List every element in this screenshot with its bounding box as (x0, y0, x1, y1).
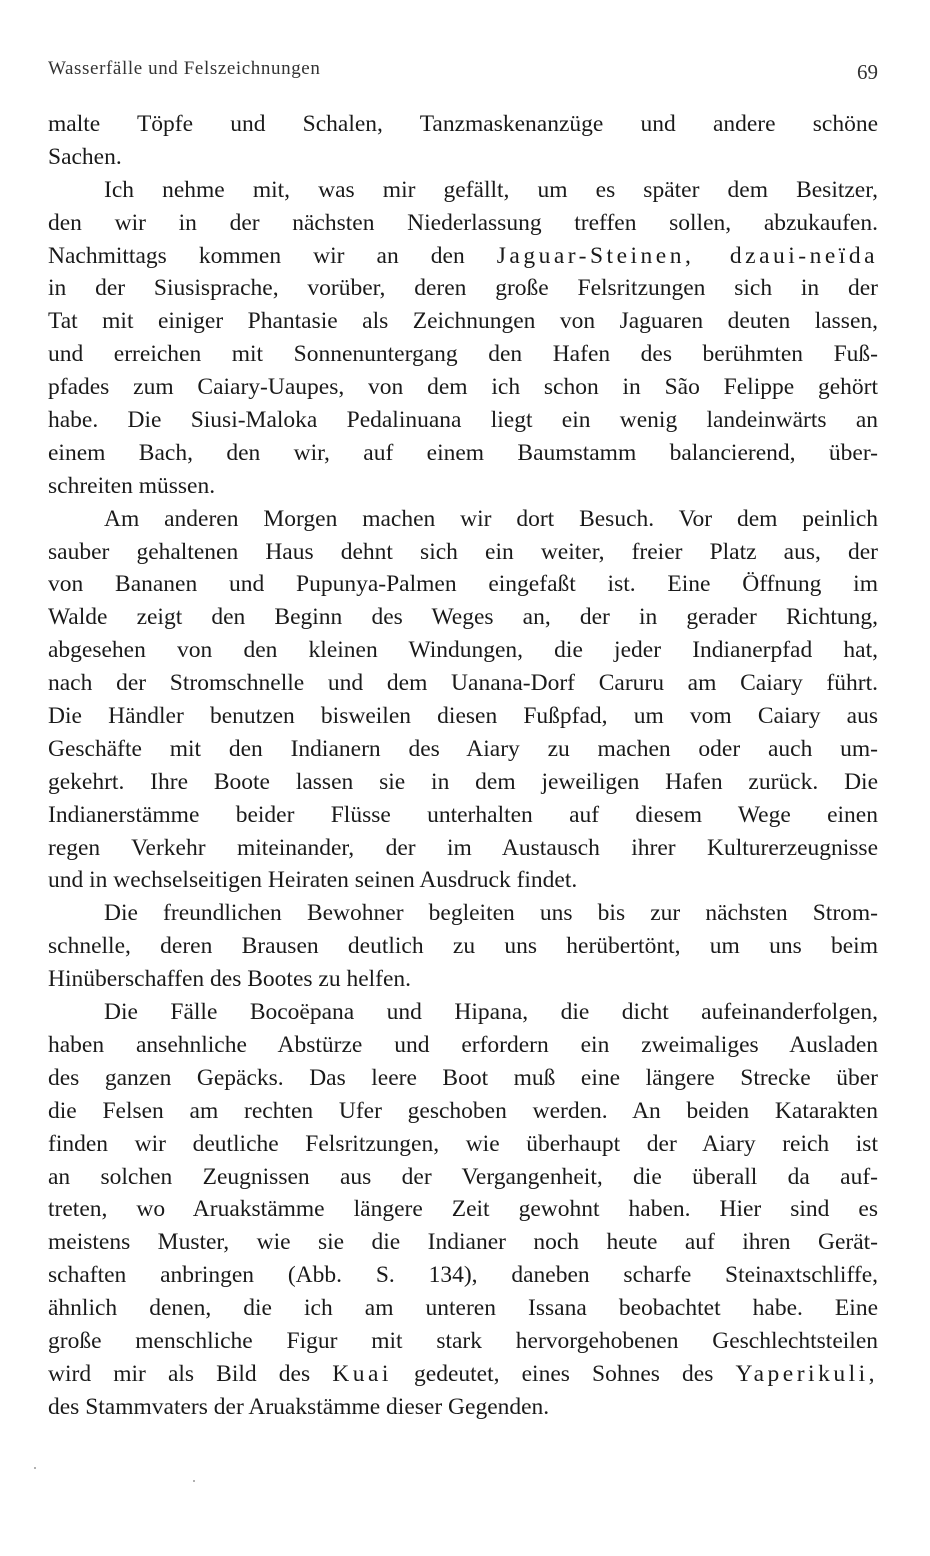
text-line: gekehrt. Ihre Boote lassen sie in dem jeweiligen Hafen zurück. Die (48, 768, 878, 795)
text-line: schnelle, deren Brausen deutlich zu uns herübertönt, um uns beim (48, 933, 878, 960)
text-line: Hinüberschaffen des Bootes zu helfen. (48, 966, 412, 993)
running-header (48, 58, 878, 88)
page-number: 69 (857, 60, 878, 84)
text-line: Indianerstämme beider Flüsse unterhalten auf diesem Wege einen (48, 801, 878, 828)
text-line: Tat mit einiger Phantasie als Zeichnungen von Jaguaren deuten lassen, (48, 308, 878, 335)
text-line: an solchen Zeugnissen aus der Vergangenheit, die überall da auf- (48, 1163, 878, 1190)
spaced-emphasis: Yaperikuli, (735, 1360, 879, 1387)
text-line: in der Siusisprache, vorüber, deren große Felsritzungen sich in der (48, 275, 878, 302)
text-line: Walde zeigt den Beginn des Weges an, der in gerader Richtung, (48, 604, 878, 631)
text-line: Die freundlichen Bewohner begleiten uns bis zur nächsten Strom- (104, 900, 878, 927)
text-line: und in wechselseitigen Heiraten seinen Ausdruck findet. (48, 867, 578, 894)
text-line: große menschliche Figur mit stark hervorgehobenen Geschlechtsteilen (48, 1327, 878, 1354)
text-run: gedeutet, eines Sohnes des (391, 1360, 736, 1387)
text-line: schaften anbringen (Abb. S. 134), daneben scharfe Steinaxtschliffe, (48, 1262, 878, 1289)
text-line: Ich nehme mit, was mir gefällt, um es später dem Besitzer, (104, 176, 878, 203)
text-line: regen Verkehr miteinander, der im Austausch ihrer Kulturerzeugnisse (48, 834, 878, 861)
scan-speck (34, 1467, 36, 1469)
book-page (48, 58, 878, 1424)
text-run: wird mir als Bild des (48, 1360, 333, 1387)
text-line: pfades zum Caiary-Uaupes, von dem ich schon in São Felippe gehört (48, 374, 878, 401)
spaced-emphasis: Kuai (332, 1360, 392, 1387)
text-line: ähnlich denen, die ich am unteren Issana beobachtet habe. Eine (48, 1295, 878, 1322)
text-line: Die Fälle Bocoëpana und Hipana, die dicht aufeinanderfolgen, (104, 999, 878, 1026)
text-line: einem Bach, den wir, auf einem Baumstamm balancierend, über- (48, 439, 878, 466)
text-line: Sachen. (48, 143, 122, 170)
text-line: habe. Die Siusi-Maloka Pedalinuana liegt ein wenig landeinwärts an (48, 407, 878, 434)
text-line: abgesehen von den kleinen Windungen, die jeder Indianerpfad hat, (48, 637, 878, 664)
text-line: meistens Muster, wie sie die Indianer noch heute auf ihren Gerät- (48, 1229, 878, 1256)
text-line (48, 1358, 878, 1391)
spaced-emphasis: Jaguar-Steinen, dzaui-neïda (496, 242, 879, 269)
text-line: nach der Stromschnelle und dem Uanana-Dorf Caruru am Caiary führt. (48, 670, 878, 697)
text-line (48, 240, 878, 273)
text-line: des Stammvaters der Aruakstämme dieser Gegenden. (48, 1393, 550, 1420)
body-text (48, 108, 878, 1424)
text-line: des ganzen Gepäcks. Das leere Boot muß eine längere Strecke über (48, 1064, 878, 1091)
text-line: schreiten müssen. (48, 472, 216, 499)
text-line: treten, wo Aruakstämme längere Zeit gewohnt haben. Hier sind es (48, 1196, 878, 1223)
text-line: von Bananen und Pupunya-Palmen eingefaßt ist. Eine Öffnung im (48, 571, 878, 598)
text-line: sauber gehaltenen Haus dehnt sich ein weiter, freier Platz aus, der (48, 538, 878, 565)
scan-speck (193, 1480, 195, 1482)
text-line: Die Händler benutzen bisweilen diesen Fußpfad, um vom Caiary aus (48, 703, 878, 730)
text-line: und erreichen mit Sonnenuntergang den Hafen des berühmten Fuß- (48, 341, 878, 368)
text-line: Geschäfte mit den Indianern des Aiary zu machen oder auch um- (48, 735, 878, 762)
text-line: malte Töpfe und Schalen, Tanzmaskenanzüge und andere schöne (48, 111, 878, 137)
text-line: haben ansehnliche Abstürze und erfordern ein zweimaliges Ausladen (48, 1031, 878, 1058)
text-line: finden wir deutliche Felsritzungen, wie überhaupt der Aiary reich ist (48, 1130, 878, 1157)
text-line: die Felsen am rechten Ufer geschoben werden. An beiden Katarakten (48, 1097, 878, 1124)
running-head-title: Wasserfälle und Felszeichnungen (48, 58, 321, 79)
text-run: Nachmittags kommen wir an den (48, 242, 497, 269)
text-line: den wir in der nächsten Niederlassung treffen sollen, abzukaufen. (48, 209, 878, 236)
text-line: Am anderen Morgen machen wir dort Besuch. Vor dem peinlich (104, 505, 878, 532)
